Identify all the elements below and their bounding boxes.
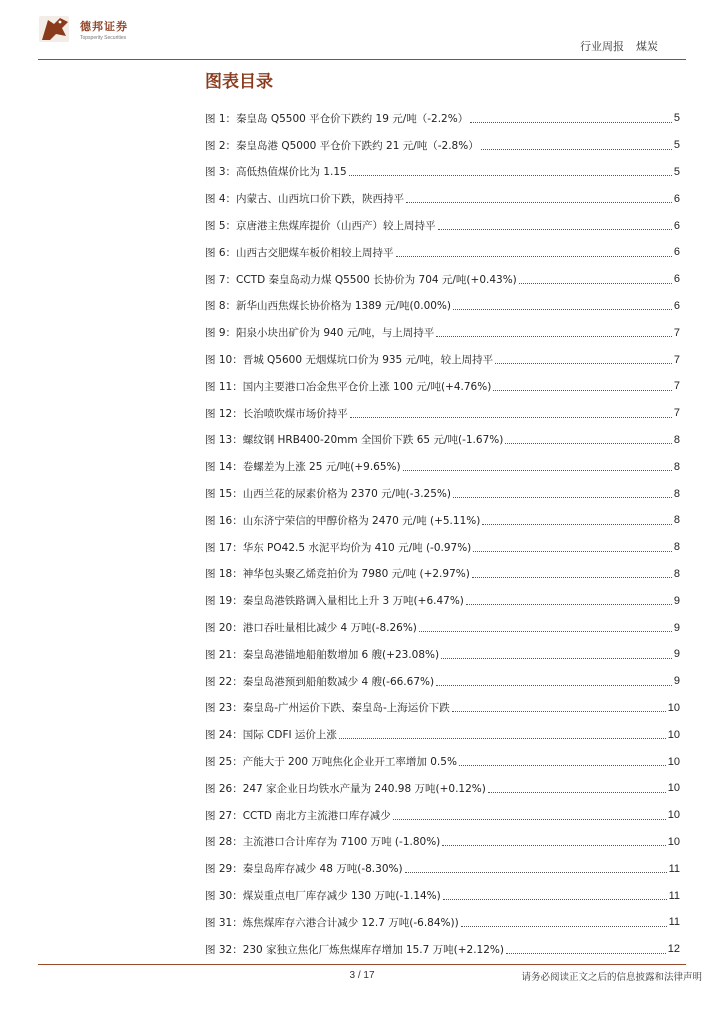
toc-entry[interactable] bbox=[205, 105, 680, 132]
toc-leader-dots bbox=[405, 872, 667, 873]
toc-entry-label: 图 1：秦皇岛 Q5500 平仓价下跌约 19 元/吨（-2.2%） bbox=[205, 112, 469, 125]
toc-entry[interactable] bbox=[205, 159, 680, 186]
toc-entry-page: 10 bbox=[667, 728, 680, 741]
toc-entry-label: 图 27：CCTD 南北方主流港口库存减少 bbox=[205, 809, 391, 822]
logo-english-name: Topsperity Securities bbox=[80, 34, 127, 41]
toc-leader-dots bbox=[436, 336, 672, 337]
toc-leader-dots bbox=[443, 899, 667, 900]
toc-entry-label: 图 6：山西古交肥煤车板价相较上周持平 bbox=[205, 246, 394, 259]
toc-entry[interactable] bbox=[205, 855, 680, 882]
toc-entry-label: 图 30：煤炭重点电厂库存减少 130 万吨(-1.14%) bbox=[205, 890, 441, 902]
toc-entry-label: 图 7：CCTD 秦皇岛动力煤 Q5500 长协价为 704 元/吨(+0.43%) bbox=[205, 273, 517, 286]
toc-leader-dots bbox=[473, 551, 672, 552]
toc-entry[interactable] bbox=[205, 212, 680, 239]
toc-entry-page: 9 bbox=[673, 648, 680, 661]
toc-leader-dots bbox=[436, 685, 672, 686]
toc-entry[interactable] bbox=[205, 802, 680, 829]
footer-divider bbox=[38, 964, 686, 965]
toc-entry[interactable] bbox=[205, 614, 680, 641]
toc-leader-dots bbox=[350, 417, 672, 418]
logo-chinese-name: 德邦证券 bbox=[80, 19, 128, 33]
toc-leader-dots bbox=[482, 524, 672, 525]
toc-leader-dots bbox=[406, 202, 672, 203]
toc-entry-page: 9 bbox=[673, 675, 680, 688]
toc-leader-dots bbox=[488, 792, 666, 793]
toc-entry[interactable] bbox=[205, 641, 680, 668]
toc-entry-page: 7 bbox=[673, 380, 680, 393]
toc-entry-page: 6 bbox=[673, 246, 680, 259]
toc-entry-page: 10 bbox=[667, 782, 680, 795]
dragon-logo-icon bbox=[38, 14, 74, 44]
toc-entry-label: 图 12：长治喷吹煤市场价持平 bbox=[205, 407, 348, 420]
toc-entry-page: 8 bbox=[673, 433, 680, 446]
toc-entry-page: 10 bbox=[667, 835, 680, 848]
toc-entry-label: 图 8：新华山西焦煤长协价格为 1389 元/吨(0.00%) bbox=[205, 300, 452, 313]
toc-entry-label: 图 13：螺纹钢 HRB400-20mm 全国价下跌 65 元/吨(-1.67%) bbox=[205, 434, 504, 447]
toc-title: 图表目录 bbox=[205, 72, 273, 92]
toc-leader-dots bbox=[461, 926, 667, 927]
toc-entry[interactable] bbox=[205, 534, 680, 561]
toc-leader-dots bbox=[495, 363, 672, 364]
toc-entry-page: 8 bbox=[673, 460, 680, 473]
toc-entry-label: 图 21：秦皇岛港锚地船舶数增加 6 艘(+23.08%) bbox=[205, 648, 440, 661]
toc-entry[interactable] bbox=[205, 775, 680, 802]
toc-entry[interactable] bbox=[205, 721, 680, 748]
toc-entry-page: 8 bbox=[673, 514, 680, 527]
toc-entry-page: 10 bbox=[667, 809, 680, 822]
toc-entry-label: 图 18：神华包头聚乙烯竞拍价为 7980 元/吨 (+2.97%) bbox=[205, 568, 470, 581]
toc-entry[interactable] bbox=[205, 480, 680, 507]
toc-leader-dots bbox=[396, 256, 672, 257]
toc-entry-label: 图 17：华东 PO42.5 水泥平均价为 410 元/吨 (-0.97%) bbox=[205, 541, 472, 554]
toc-entry-label: 图 26：247 家企业日均铁水产量为 240.98 万吨(+0.12%) bbox=[205, 782, 486, 795]
toc-entry-page: 5 bbox=[673, 165, 680, 178]
toc-entry-page: 7 bbox=[673, 353, 680, 366]
toc-entry-page: 11 bbox=[668, 889, 680, 902]
report-category bbox=[580, 38, 658, 54]
toc-entry-label: 图 29：秦皇岛库存减少 48 万吨(-8.30%) bbox=[205, 863, 403, 876]
toc-entry-page: 11 bbox=[668, 862, 680, 875]
toc-entry-label: 图 5：京唐港主焦煤库提价（山西产）较上周持平 bbox=[205, 220, 436, 233]
toc-leader-dots bbox=[506, 953, 666, 954]
toc-entry[interactable] bbox=[205, 748, 680, 775]
toc-leader-dots bbox=[403, 470, 672, 471]
toc-entry-label: 图 25：产能大于 200 万吨焦化企业开工率增加 0.5% bbox=[205, 756, 457, 769]
toc-entry-label: 图 3：高低热值煤价比为 1.15 bbox=[205, 166, 347, 179]
toc-entry[interactable] bbox=[205, 453, 680, 480]
toc-entry[interactable] bbox=[205, 132, 680, 159]
toc-entry[interactable] bbox=[205, 587, 680, 614]
toc-entry-label: 图 15：山西兰花的尿素价格为 2370 元/吨(-3.25%) bbox=[205, 488, 451, 501]
toc-entry[interactable] bbox=[205, 695, 680, 722]
company-logo bbox=[38, 14, 128, 44]
toc-entry-label: 图 24：国际 CDFI 运价上涨 bbox=[205, 729, 337, 742]
toc-entry-page: 6 bbox=[673, 219, 680, 232]
toc-entry[interactable] bbox=[205, 293, 680, 320]
toc-leader-dots bbox=[459, 765, 666, 766]
toc-entry-label: 图 9：阳泉小块出矿价为 940 元/吨，与上周持平 bbox=[205, 327, 435, 340]
toc-leader-dots bbox=[472, 577, 672, 578]
toc-entry-label: 图 16：山东济宁荣信的甲醇价格为 2470 元/吨 (+5.11%) bbox=[205, 514, 481, 527]
toc-leader-dots bbox=[470, 122, 672, 123]
toc-entry-page: 7 bbox=[673, 407, 680, 420]
toc-entry-page: 10 bbox=[667, 755, 680, 768]
toc-entry[interactable] bbox=[205, 319, 680, 346]
toc-leader-dots bbox=[481, 149, 672, 150]
toc-leader-dots bbox=[393, 819, 666, 820]
toc-entry[interactable] bbox=[205, 507, 680, 534]
toc-entry-label: 图 22：秦皇岛港预到船舶数减少 4 艘(-66.67%) bbox=[205, 675, 435, 688]
report-type: 行业周报 bbox=[580, 40, 624, 53]
toc-entry[interactable] bbox=[205, 882, 680, 909]
toc-leader-dots bbox=[349, 175, 672, 176]
toc-entry[interactable] bbox=[205, 185, 680, 212]
header-divider bbox=[38, 59, 686, 60]
toc-entry[interactable] bbox=[205, 909, 680, 936]
legal-disclaimer: 请务必阅读正文之后的信息披露和法律声明 bbox=[521, 972, 702, 983]
toc-entry-label: 图 14：卷螺差为上涨 25 元/吨(+9.65%) bbox=[205, 461, 401, 474]
toc-entry[interactable] bbox=[205, 668, 680, 695]
toc-entry[interactable] bbox=[205, 400, 680, 427]
toc-entry-page: 6 bbox=[673, 299, 680, 312]
toc-leader-dots bbox=[466, 604, 672, 605]
toc-entry-page: 6 bbox=[673, 273, 680, 286]
toc-entry-page: 7 bbox=[673, 326, 680, 339]
toc-entry-label: 图 19：秦皇岛港铁路调入量相比上升 3 万吨(+6.47%) bbox=[205, 595, 464, 608]
toc-leader-dots bbox=[339, 738, 666, 739]
toc-entry[interactable] bbox=[205, 829, 680, 856]
toc-entry[interactable] bbox=[205, 373, 680, 400]
toc-entry-page: 6 bbox=[673, 192, 680, 205]
toc-leader-dots bbox=[453, 497, 672, 498]
toc-entry-label: 图 28：主流港口合计库存为 7100 万吨 (-1.80%) bbox=[205, 836, 441, 849]
toc-entry-label: 图 31：炼焦煤库存六港合计减少 12.7 万吨(-6.84%)) bbox=[205, 916, 459, 929]
toc-entry[interactable] bbox=[205, 561, 680, 588]
toc-entry-label: 图 4：内蒙古、山西坑口价下跌，陕西持平 bbox=[205, 193, 405, 206]
toc-entry[interactable] bbox=[205, 266, 680, 293]
toc-entry[interactable] bbox=[205, 346, 680, 373]
page-header bbox=[38, 14, 686, 60]
toc-entry-page: 9 bbox=[673, 621, 680, 634]
toc-entry-label: 图 10：晋城 Q5600 无烟煤坑口价为 935 元/吨，较上周持平 bbox=[205, 354, 494, 367]
toc-leader-dots bbox=[419, 631, 672, 632]
toc-entry-page: 5 bbox=[673, 139, 680, 152]
toc-entry-label: 图 32：230 家独立焦化厂炼焦煤库存增加 15.7 万吨(+2.12%) bbox=[205, 943, 504, 956]
report-sector: 煤炭 bbox=[636, 40, 658, 53]
toc-entry-page: 8 bbox=[673, 567, 680, 580]
toc-entry-label: 图 23：秦皇岛-广州运价下跌、秦皇岛-上海运价下跌 bbox=[205, 702, 450, 715]
toc-entry[interactable] bbox=[205, 427, 680, 454]
toc-leader-dots bbox=[441, 658, 672, 659]
toc-entry-page: 9 bbox=[673, 594, 680, 607]
toc-leader-dots bbox=[453, 309, 672, 310]
toc-leader-dots bbox=[493, 390, 672, 391]
toc-entry-page: 12 bbox=[667, 943, 680, 956]
toc-entry-page: 8 bbox=[673, 541, 680, 554]
toc-leader-dots bbox=[442, 845, 665, 846]
toc-leader-dots bbox=[452, 711, 666, 712]
toc-entry-label: 图 2：秦皇岛港 Q5000 平仓价下跌约 21 元/吨（-2.8%） bbox=[205, 139, 479, 152]
toc-entry-page: 8 bbox=[673, 487, 680, 500]
toc-entry-page: 5 bbox=[673, 112, 680, 125]
figure-list bbox=[205, 105, 680, 963]
toc-entry-label: 图 20：港口吞吐量相比减少 4 万吨(-8.26%) bbox=[205, 622, 417, 635]
toc-leader-dots bbox=[438, 229, 672, 230]
toc-entry[interactable] bbox=[205, 936, 680, 963]
toc-entry[interactable] bbox=[205, 239, 680, 266]
toc-entry-page: 10 bbox=[667, 701, 680, 714]
toc-entry-label: 图 11：国内主要港口冶金焦平仓价上涨 100 元/吨(+4.76%) bbox=[205, 380, 492, 393]
toc-leader-dots bbox=[519, 283, 672, 284]
toc-entry-page: 11 bbox=[668, 916, 680, 929]
toc-leader-dots bbox=[505, 443, 672, 444]
page-number: 3 / 17 bbox=[349, 970, 375, 981]
